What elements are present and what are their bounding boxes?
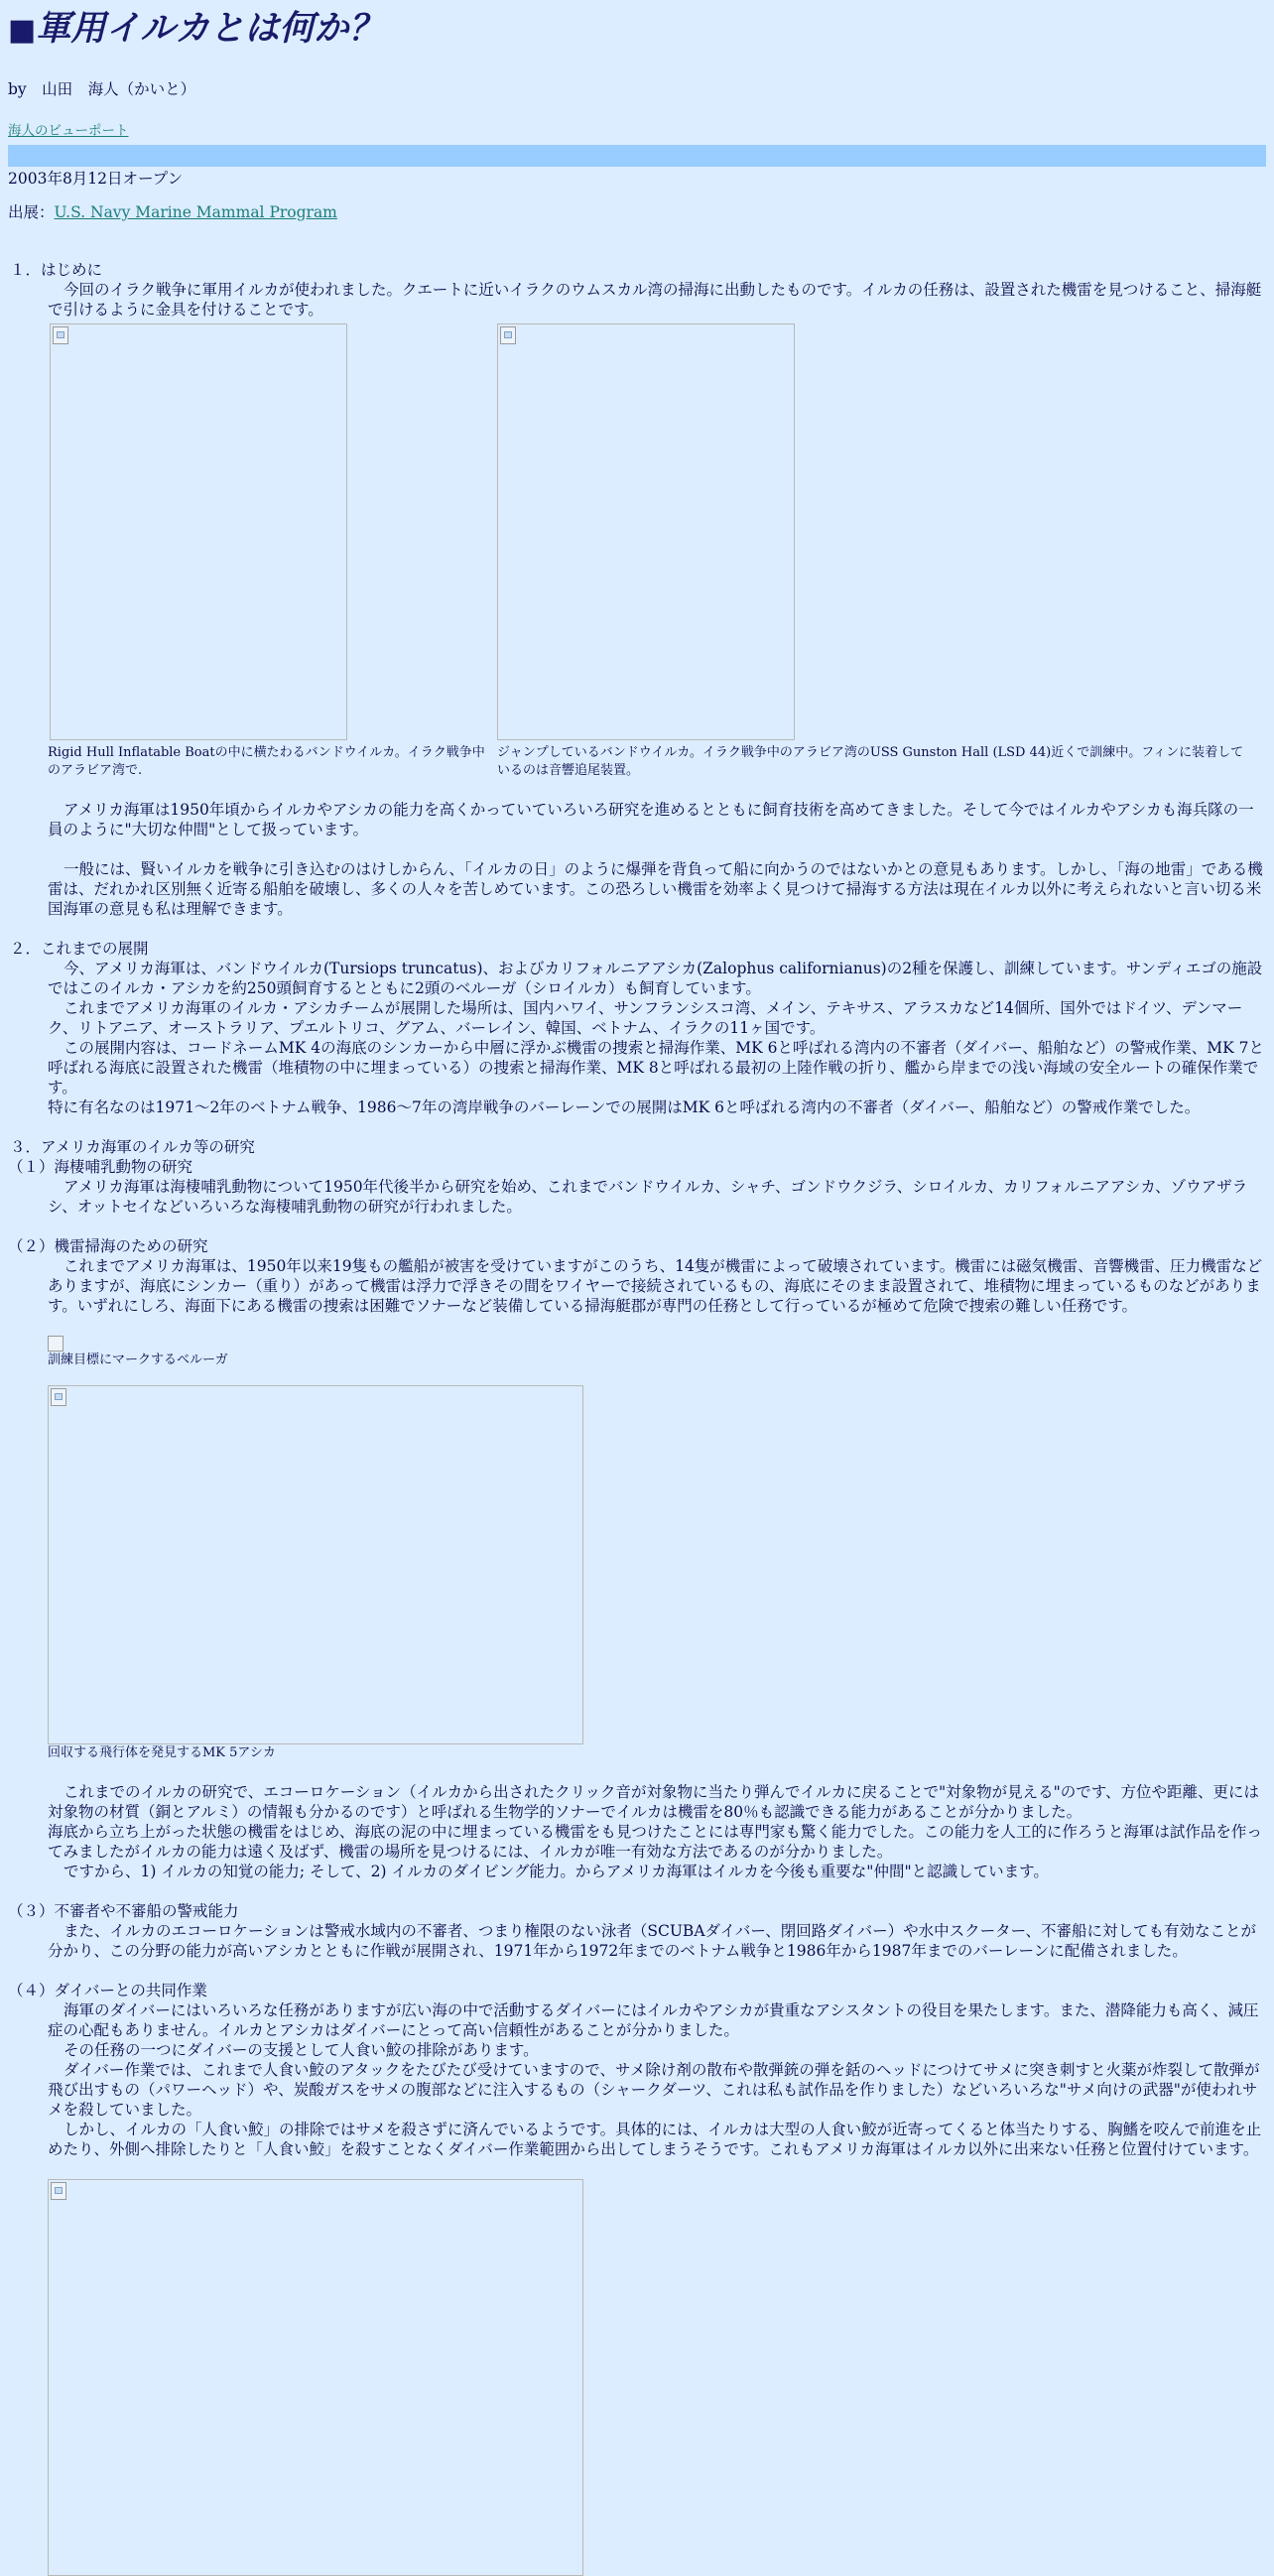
title-square-icon: ■ xyxy=(8,13,37,48)
section-2-paragraph-1: 今、アメリカ海軍は、バンドウイルカ(Tursiops truncatus)、およびカリフォルニアアシカ(Zalophus californianus)の2種を保護し、訓練しています。サンディエゴの施設ではこのイルカ・アシカを約250頭飼育するとともに2頭のベルーガ（シロイルカ）も飼育しています。 xyxy=(48,960,1263,997)
broken-image-icon xyxy=(51,2182,66,2200)
open-date: 2003年8月12日オープン xyxy=(8,170,184,188)
subsection-4-paragraph-1: 海軍のダイバーにはいろいろな任務がありますが広い海の中で活動するダイバーにはイルカやアシカが貴重なアシスタントの役目を果たします。また、潜降能力も高く、減圧症の心配もありません。イルカとアシカはダイバーにとって高い信頼性があることが分かりました。 xyxy=(48,2001,1259,2039)
figure-right-caption: ジャンプしているバンドウイルカ。イラク戦争中のアラビア湾のUSS Gunston Hall (LSD 44)近くで訓練中。フィンに装着しているのは音響追尾装置。 xyxy=(497,745,1244,778)
subsection-2-heading: （２）機雷掃海のための研究 xyxy=(8,1237,208,1255)
broken-image-icon xyxy=(51,1388,66,1406)
subsection-3-heading: （３）不審者や不審船の警戒能力 xyxy=(8,1902,239,1920)
dolphin-jump-image xyxy=(497,323,795,740)
beluga-figure xyxy=(8,1336,1266,1369)
source-label: 出展： xyxy=(8,203,55,221)
source-line xyxy=(8,202,1266,222)
section-1-heading: １．はじめに xyxy=(10,261,103,279)
subsection-4-paragraph-3: ダイバー作業では、これまで人食い鮫のアタックをたびたび受けていますので、サメ除け剤の散布や散弾銃の弾を銛のヘッドにつけてサメに突き刺すと火薬が炸裂して散弾が飛び出すもの（パワーヘッド）や、炭酸ガスをサメの腹部などに注入するもの（シャークダーツ、これは私も試作品を作りました）などいろいろな"サメ向けの武器"が使われサメを殺していました。 xyxy=(48,2061,1260,2119)
broken-image-icon xyxy=(53,326,68,344)
subsection-4-heading: （４）ダイバーとの共同作業 xyxy=(8,1982,207,1999)
divider-bar xyxy=(8,145,1266,167)
mk5-figure xyxy=(8,1385,1266,1762)
subsection-1-paragraph: アメリカ海軍は海棲哺乳動物について1950年代後半から研究を始め、これまでバンドウイルカ、シャチ、ゴンドウクジラ、シロイルカ、カリフォルニアアシカ、ゾウアザラシ、オットセイなどいろいろな海棲哺乳動物の研究が行われました。 xyxy=(48,1178,1248,1216)
section-1-paragraph-3: 一般には、賢いイルカを戦争に引き込むのはけしからん、「イルカの日」のように爆弾を背負って船に向かうのではないかとの意見もあります。しかし、「海の地雷」である機雷は、だれかれ区別無く近寄る船舶を破壊し、多くの人々を苦しめています。この恐ろしい機雷を効率よく見つけて掃海する方法は現在イルカ以外に考えられないと言い切る米国海軍の意見も私は理解できます。 xyxy=(48,860,1263,918)
mk5-image xyxy=(48,1385,583,1744)
section-2-paragraph-4: 特に有名なのは1971～2年のベトナム戦争、1986～7年の湾岸戦争のバーレーンでの展開はMK 6と呼ばれる湾内の不審者（ダイバー、船舶など）の警戒作業でした。 xyxy=(48,1098,1201,1116)
source-link[interactable]: U.S. Navy Marine Mammal Program xyxy=(54,203,337,221)
subsection-2-paragraph-2: これまでのイルカの研究で、エコーロケーション（イルカから出されたクリック音が対象物に当たり弾んでイルカに戻ることで"対象物が見える"のです、方位や距離、更には対象物の材質（銅とアルミ）の情報も分かるのです）と呼ばれる生物学的ソナーでイルカは機雷を80％も認識できる能力があることが分かりました。 xyxy=(48,1783,1259,1821)
figure-pair xyxy=(8,323,1266,780)
subsection-1-heading: （１）海棲哺乳動物の研究 xyxy=(8,1158,193,1176)
figure-left-caption: Rigid Hull Inflatable Boatの中に横たわるバンドウイルカ。イラク戦争中のアラビア湾で. xyxy=(48,745,485,778)
bottom-image xyxy=(48,2179,583,2576)
dolphin-boat-image xyxy=(50,323,347,740)
page-title xyxy=(8,6,1266,54)
title-text: 軍用イルカとは何か？ xyxy=(36,8,384,49)
section-3-heading: ３．アメリカ海軍のイルカ等の研究 xyxy=(10,1138,255,1156)
figure-right xyxy=(497,323,1266,780)
subsection-2-paragraph-4: ですから、1) イルカの知覚の能力; そして、2) イルカのダイビング能力。からアメリカ海軍はイルカを今後も重要な"仲間"と認識しています。 xyxy=(64,1863,1049,1880)
section-2-paragraph-3: この展開内容は、コードネームMK 4の海底のシンカーから中層に浮かぶ機雷の捜索と掃海作業、MK 6と呼ばれる湾内の不審者（ダイバー、船舶など）の警戒作業、MK 7と呼ばれる海底に設置された機雷（堆積物の中に埋まっている）の捜索と掃海作業、MK 8と呼ばれる最初の上陸作戦の折り、艦から岸までの浅い海域の安全ルートの確保作業です。 xyxy=(48,1039,1264,1096)
section-1-paragraph-2: アメリカ海軍は1950年頃からイルカやアシカの能力を高くかっていていろいろ研究を進めるとともに飼育技術を高めてきました。そして今ではイルカやアシカも海兵隊の一員のように"大切な仲間"として扱っています。 xyxy=(48,801,1254,838)
figure-left xyxy=(48,323,497,780)
subsection-4-paragraph-2: その任務の一つにダイバーの支援として人食い鮫の排除があります。 xyxy=(64,2041,539,2059)
section-2-paragraph-2: これまでアメリカ海軍のイルカ・アシカチームが展開した場所は、国内ハワイ、サンフランシスコ湾、メイン、テキサス、アラスカなど14個所、国外ではドイツ、デンマーク、リトアニア、オーストラリア、プエルトリコ、グアム、バーレイン、韓国、ベトナム、イラクの11ヶ国です。 xyxy=(48,999,1243,1037)
subsection-3-paragraph: また、イルカのエコーロケーションは警戒水域内の不審者、つまり権限のない泳者（SCUBAダイバー、閉回路ダイバー）や水中スクーター、不審船に対しても有効なことが分かり、この分野の能力が高いアシカとともに作戦が展開され、1971年から1972年までのベトナム戦争と1986年から1987年までのバーレーンに配備されました。 xyxy=(48,1922,1257,1960)
byline: by 山田 海人（かいと） xyxy=(8,80,196,98)
subsection-2-paragraph-1: これまでアメリカ海軍は、1950年以来19隻もの艦船が被害を受けていますがこのうち、14隻が機雷によって破壊されています。機雷には磁気機雷、音響機雷、圧力機雷などありますが、海底にシンカー（重り）があって機雷は浮力で浮きその間をワイヤーで接続されているもの、海底にそのまま設置されて、堆積物に埋まっているものなどがあります。いずれにしろ、海面下にある機雷の捜索は困難でソナーなど装備している掃海艇郡が専門の任務として行っているが極めて危険で捜索の難しい任務です。 xyxy=(48,1257,1263,1315)
beluga-caption: 訓練目標にマークするベルーガ xyxy=(48,1352,228,1367)
bottom-figure xyxy=(8,2179,1266,2576)
section-1-paragraph: 今回のイラク戦争に軍用イルカが使われました。クエートに近いイラクのウムスカル湾の掃海に出動したものです。イルカの任務は、設置された機雷を見つけること、掃海艇で引けるように金具を付けることです。 xyxy=(48,281,1262,319)
subsection-2-paragraph-3: 海底から立ち上がった状態の機雷をはじめ、海底の泥の中に埋まっている機雷をも見つけたことには専門家も驚く能力でした。この能力を人工的に作ろうと海軍は試作品を作ってみましたがイルカの能力は遠く及ばず、機雷の場所を見つけるには、イルカが唯一有効な方法であるのが分かりました。 xyxy=(48,1823,1262,1861)
viewport-link[interactable]: 海人のビューポート xyxy=(8,123,129,139)
subsection-4-paragraph-4: しかし、イルカの「人食い鮫」の排除ではサメを殺さずに済んでいるようです。具体的には、イルカは大型の人食い鮫が近寄ってくると体当たりする、胸鰭を咬んで前進を止めたり、外側へ排除したりと「人食い鮫」を殺すことなくダイバー作業範囲から出してしまうそうです。これもアメリカ海軍はイルカ以外に出来ない任務と位置付けています。 xyxy=(48,2121,1262,2158)
broken-image-icon xyxy=(500,326,516,344)
mk5-caption: 回収する飛行体を発見するMK 5アシカ xyxy=(48,1745,276,1760)
broken-image-icon xyxy=(48,1336,64,1352)
section-2-heading: ２．これまでの展開 xyxy=(10,940,149,958)
